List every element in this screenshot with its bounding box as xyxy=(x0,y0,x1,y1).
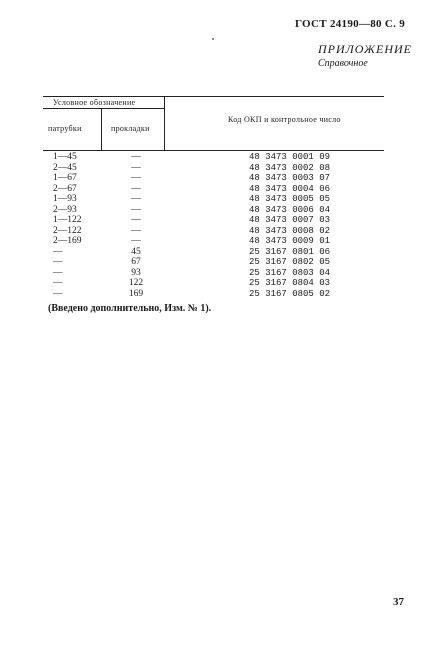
pipe-cell: 2—45 xyxy=(53,162,77,173)
pipe-cell: — xyxy=(53,267,63,278)
pipe-cell: — xyxy=(53,246,63,257)
pipe-cell: — xyxy=(53,288,63,299)
table-header-bottom-rule xyxy=(43,150,384,151)
code-cell: 25 3167 0803 04 xyxy=(249,267,331,278)
col-divider-2 xyxy=(164,96,165,151)
appendix-title: ПРИЛОЖЕНИЕ xyxy=(318,42,412,56)
code-cell: 25 3167 0805 02 xyxy=(249,288,331,299)
code-cell: 48 3473 0008 02 xyxy=(249,225,331,236)
gasket-cell: — xyxy=(131,152,141,162)
table-row xyxy=(43,152,384,163)
gasket-cell: 169 xyxy=(128,288,144,299)
gasket-cell: — xyxy=(131,236,141,246)
code-cell: 48 3473 0004 06 xyxy=(249,183,331,194)
code-cell: 25 3167 0802 05 xyxy=(249,257,331,267)
col-header-code: Код ОКП и контрольное число xyxy=(228,115,341,124)
pipe-cell: — xyxy=(53,257,63,267)
pipe-cell: 2—169 xyxy=(53,236,82,246)
gasket-cell: 122 xyxy=(128,278,144,288)
gasket-cell: — xyxy=(131,162,141,173)
gasket-cell: — xyxy=(131,215,141,225)
pipe-cell: 2—122 xyxy=(53,225,82,236)
pipe-cell: 1—122 xyxy=(53,215,82,225)
table-row xyxy=(43,226,384,237)
col-header-gasket: прокладки xyxy=(111,124,150,133)
code-cell: 48 3473 0006 04 xyxy=(249,204,331,215)
gasket-cell: — xyxy=(131,183,141,194)
table-row xyxy=(43,257,384,268)
pipe-cell: 1—67 xyxy=(53,173,77,183)
table-row xyxy=(43,278,384,289)
appendix-subtitle: Справочное xyxy=(318,58,368,69)
pipe-cell: 1—93 xyxy=(53,194,77,204)
standard-code: ГОСТ 24190—80 С. 9 xyxy=(295,18,406,30)
table-row xyxy=(43,184,384,195)
code-cell: 25 3167 0801 06 xyxy=(249,246,331,257)
pipe-cell: 1—45 xyxy=(53,152,77,162)
group-header: Условное обозначение xyxy=(53,98,136,107)
table-row xyxy=(43,289,384,300)
table-top-rule xyxy=(43,96,384,97)
code-cell: 48 3473 0002 08 xyxy=(249,162,331,173)
gasket-cell: 67 xyxy=(131,257,141,267)
col-header-pipe: патрубки xyxy=(48,124,82,133)
table-row xyxy=(43,268,384,279)
code-cell: 48 3473 0007 03 xyxy=(249,215,331,225)
gasket-cell: — xyxy=(131,194,141,204)
code-cell: 25 3167 0804 03 xyxy=(249,278,331,288)
col-divider-1 xyxy=(101,108,102,151)
table-body xyxy=(43,152,384,299)
table-row xyxy=(43,215,384,226)
print-speck xyxy=(212,38,214,40)
gasket-cell: 93 xyxy=(131,267,141,278)
pipe-cell: 2—67 xyxy=(53,183,77,194)
gasket-cell: — xyxy=(131,173,141,183)
gasket-cell: — xyxy=(131,225,141,236)
code-cell: 48 3473 0003 07 xyxy=(249,173,331,183)
pipe-cell: — xyxy=(53,278,63,288)
code-cell: 48 3473 0009 01 xyxy=(249,236,331,246)
footnote: (Введено дополнительно, Изм. № 1). xyxy=(48,303,212,314)
code-cell: 48 3473 0001 09 xyxy=(249,152,331,162)
table-header xyxy=(43,96,384,150)
table-row xyxy=(43,236,384,247)
group-header-rule xyxy=(43,108,164,109)
gasket-cell: — xyxy=(131,204,141,215)
pipe-cell: 2—93 xyxy=(53,204,77,215)
table-row xyxy=(43,205,384,216)
page-number: 37 xyxy=(393,596,404,608)
code-cell: 48 3473 0005 05 xyxy=(249,194,331,204)
gasket-cell: 45 xyxy=(131,246,141,257)
table-row xyxy=(43,163,384,174)
table-row xyxy=(43,194,384,205)
table-row xyxy=(43,173,384,184)
table-row xyxy=(43,247,384,258)
